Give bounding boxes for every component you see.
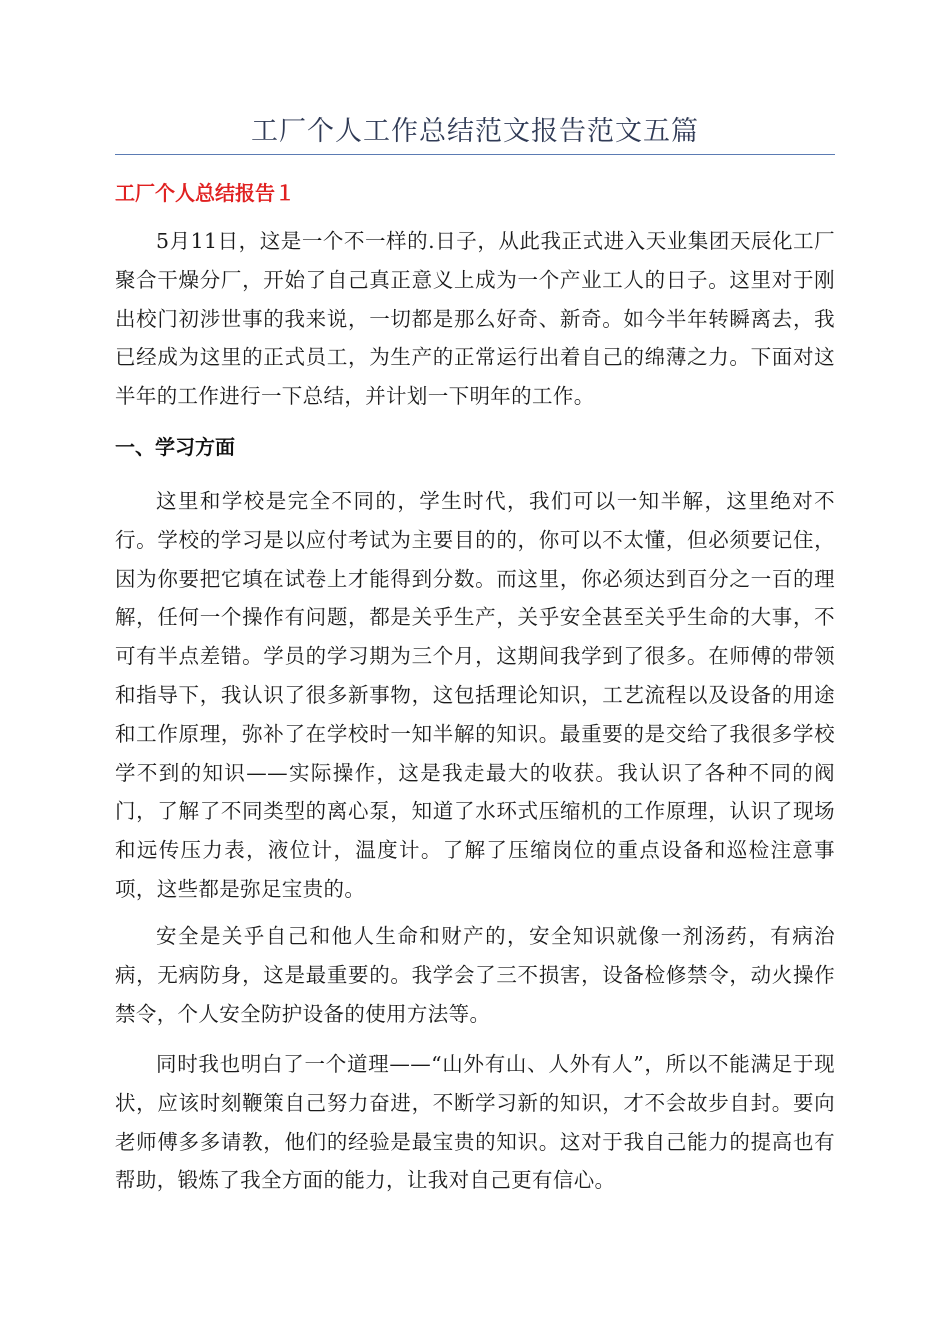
- paragraph-safety: 安全是关乎自己和他人生命和财产的，安全知识就像一剂汤药，有病治病，无病防身，这是最重要的。我学会了三不损害，设备检修禁令，动火操作禁令，个人安全防护设备的使用方法等。: [115, 924, 835, 1026]
- paragraph-intro: 5月11日，这是一个不一样的.日子，从此我正式进入天业集团天辰化工厂聚合干燥分厂，开始了自己真正意义上成为一个产业工人的日子。这里对于刚出校门初涉世事的我来说，一切都是那么好奇、新奇。如今半年转瞬离去，我已经成为这里的正式员工，为生产的正常运行出着自己的绵薄之力。下面对这半年的工作进行一下总结，并计划一下明年的工作。: [115, 229, 835, 409]
- section-title: 工厂个人总结报告１: [115, 181, 295, 205]
- subsection-title: 一、学习方面: [115, 435, 235, 459]
- document-title: 工厂个人工作总结范文报告范文五篇: [251, 116, 699, 147]
- paragraph-learning: 这里和学校是完全不同的，学生时代，我们可以一知半解，这里绝对不行。学校的学习是以应付考试为主要目的的，你可以不太懂，但必须要记住，因为你要把它填在试卷上才能得到分数。而这里，你必须达到百分之一百的理解，任何一个操作有问题，都是关乎生产，关乎安全甚至关乎生命的大事，不可有半点差错。学员的学习期为三个月，这期间我学到了很多。在师傅的带领和指导下，我认识了很多新事物，这包括理论知识，工艺流程以及设备的用途和工作原理，弥补了在学校时一知半解的知识。最重要的是交给了我很多学校学不到的知识——实际操作，这是我走最大的收获。我认识了各种不同的阀门，了解了不同类型的离心泵，知道了水环式压缩机的工作原理，认识了现场和远传压力表，液位计，温度计。了解了压缩岗位的重点设备和巡检注意事项，这些都是弥足宝贵的。: [115, 489, 835, 901]
- title-underline: [115, 154, 835, 155]
- paragraph-humility: 同时我也明白了一个道理——“山外有山、人外有人”，所以不能满足于现状，应该时刻鞭策自己努力奋进，不断学习新的知识，才不会故步自封。要向老师傅多多请教，他们的经验是最宝贵的知识。这对于我自己能力的提高也有帮助，锻炼了我全方面的能力，让我对自己更有信心。: [115, 1052, 835, 1193]
